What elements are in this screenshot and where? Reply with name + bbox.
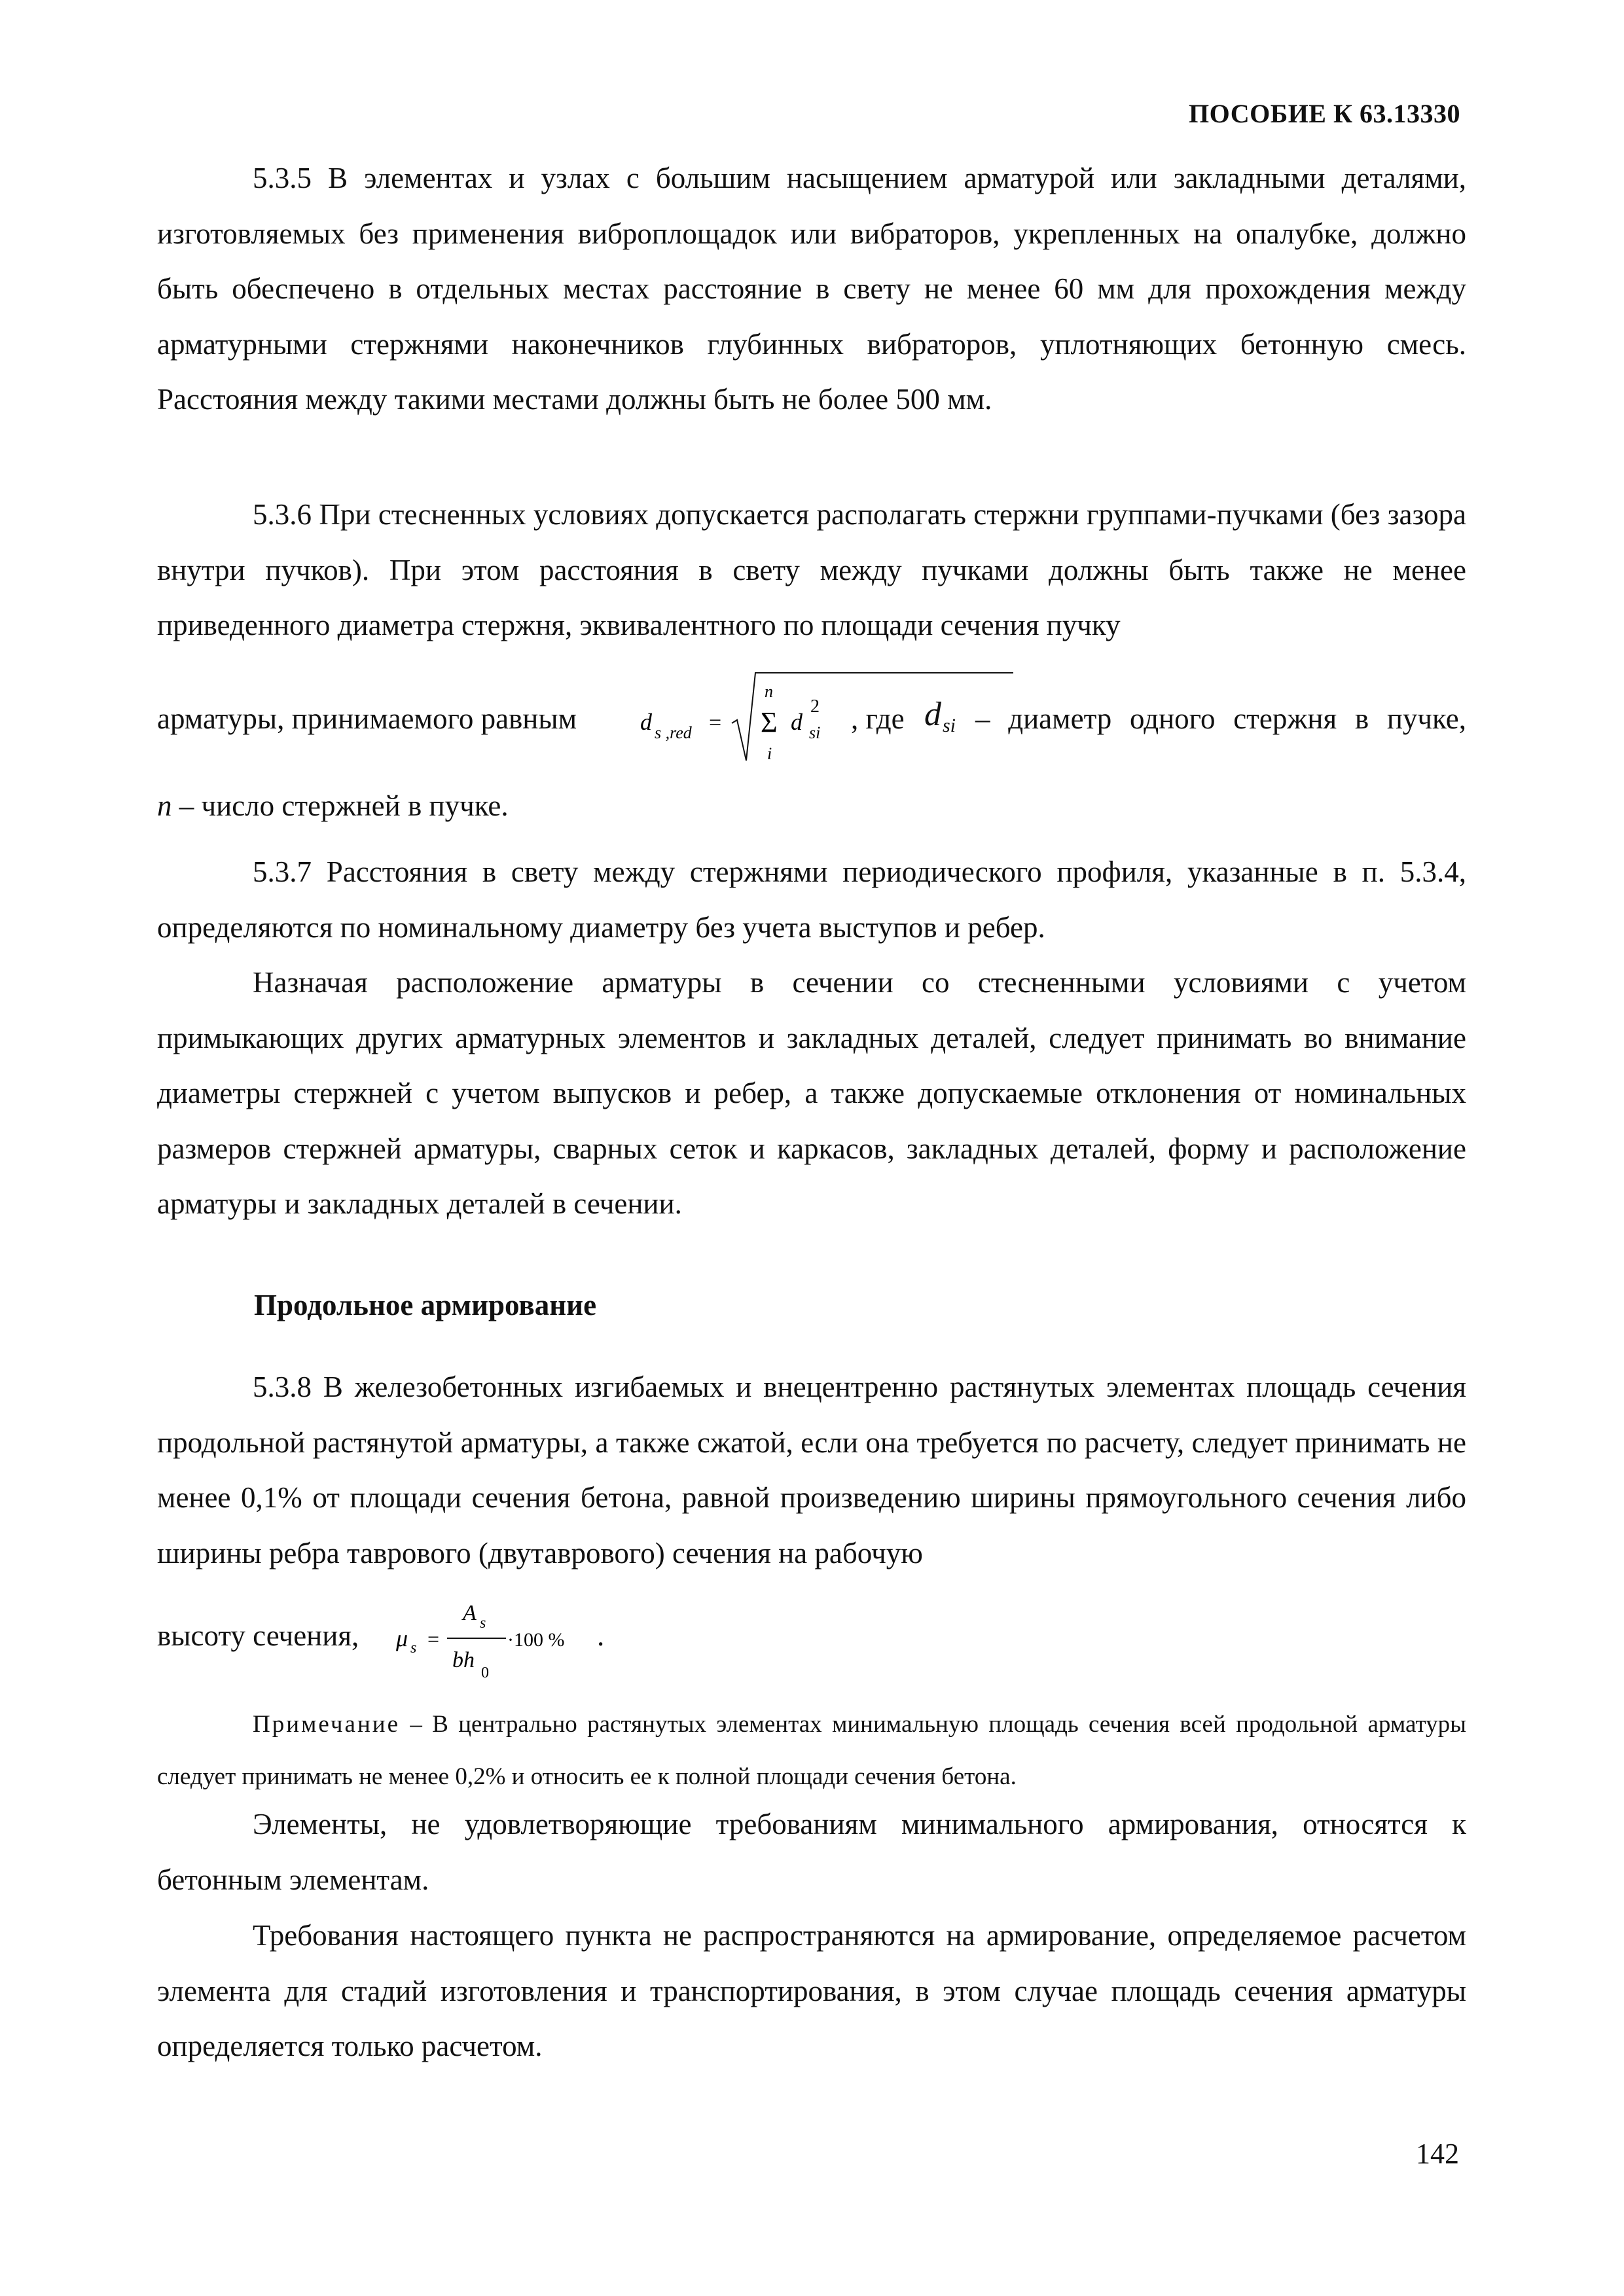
page-number: 142: [1416, 2138, 1459, 2170]
note-text: – В центрально растянутых элементах минимальную площадь сечения всей продольной арматуры следует принимать не менее 0,2% и относить ее к полной площади сечения бетона.: [157, 1711, 1467, 1790]
formula-dsred-d: d: [640, 709, 652, 735]
paragraph-5-3-7-continued: Назначая расположение арматуры в сечении со стесненными условиями с учетом примыкающих других арматурных элементов и закладных деталей, следует принимать во внимание диаметры стержней с учетом выпусков и ребер, а также допускаемые отклонения от номинальных размеров стержней арматуры, сварных сеток и каркасов, закладных деталей, форму и расположение арматуры и закладных деталей в сечении.: [157, 966, 1466, 1220]
formula-sum-superscript: 2: [810, 696, 820, 717]
paragraph-5-3-8: 5.3.8 В железобетонных изгибаемых и внецентренно растянутых элементах площадь сечения продольной растянутой арматуры, а также сжатой, если она требуется по расчету, следует принимать не менее 0,1% от площади сечения бетона, равной произведению ширины прямоугольного сечения либо ширины ребра таврового (двутаврового) сечения на рабочую: [157, 1371, 1466, 1570]
formula-mu-period: .: [597, 1619, 605, 1652]
formula-line-dsred: [157, 661, 1466, 763]
formula-mu: [389, 1594, 664, 1685]
formula-bh-subscript: 0: [481, 1664, 489, 1681]
formula-dsi-description: – диаметр одного стержня в пучке,: [975, 702, 1466, 735]
variable-n: n: [157, 789, 172, 822]
paragraph-minimum-reinforcement: Элементы, не удовлетворяющие требованиям минимального армирования, относятся к бетонным элементам.: [157, 1808, 1466, 1896]
paragraph-5-3-5: 5.3.5 В элементах и узлах с большим насыщением арматурой или закладными деталями, изготовляемых без применения виброплощадок или вибраторов, укрепленных на опалубке, должно быть обеспечено в отдельных местах расстояние в свету не менее 60 мм для прохождения между арматурными стержнями наконечников глубинных вибраторов, уплотняющих бетонную смесь. Расстояния между такими местами должны быть не более 500 мм.: [157, 162, 1466, 416]
formula-sum-sign: Σ: [761, 706, 778, 738]
formula-sum-subscript: si: [809, 723, 821, 742]
formula-where-text: , где: [851, 702, 905, 735]
formula-bh: bh: [452, 1648, 475, 1672]
formula-mu-subscript: s: [410, 1640, 417, 1657]
formula-mu-intro: высоту сечения,: [157, 1619, 359, 1652]
formula-sum-d: d: [791, 709, 803, 735]
section-title: Продольное армирование: [254, 1289, 597, 1321]
formula-dsred-equals: =: [709, 711, 722, 735]
paragraph-requirements: Требования настоящего пункта не распространяются на армирование, определяемое расчетом элемента для стадий изготовления и транспортирования, в этом случае площадь сечения арматуры определяется только расчетом.: [157, 1919, 1466, 2062]
formula-line-mu: [157, 1594, 1466, 1692]
paragraph-5-3-6-end: [157, 789, 509, 823]
formula-As-A: A: [463, 1601, 477, 1625]
formula-dsi-subscript: si: [943, 715, 956, 736]
formula-mu-symbol: μ: [396, 1625, 408, 1651]
formula-sum-upper: n: [765, 682, 773, 701]
formula-dsred-subscript: s ,red: [655, 723, 692, 742]
paragraph-5-3-6-text: 5.3.6 При стесненных условиях допускается располагать стержни группами-пучками (без зазора внутри пучков). При этом расстояния в свету между пучками должны быть также не менее приведенного диаметра стержня, эквивалентного по площади сечения пучку: [157, 498, 1466, 641]
formula-multiplier: ·100 %: [507, 1629, 565, 1651]
formula-mu-equals: =: [427, 1627, 440, 1651]
note-label: Примечание: [253, 1711, 400, 1738]
paragraph-5-3-6: [157, 487, 1466, 653]
formula-sum-lower: i: [767, 744, 772, 763]
formula-As-subscript: s: [480, 1615, 486, 1632]
document-header: ПОСОБИЕ К 63.13330: [1189, 99, 1460, 128]
formula-dsred: [634, 661, 1013, 766]
paragraph-5-3-7: 5.3.7 Расстояния в свету между стержнями периодического профиля, указанные в п. 5.3.4, определяются по номинальному диаметру без учета выступов и ребер.: [157, 855, 1466, 944]
note: [157, 1698, 1466, 1803]
paragraph-5-3-6-end-text: – число стержней в пучке.: [179, 789, 509, 822]
formula-dsi-d: d: [924, 696, 941, 733]
formula-intro-text: арматуры, принимаемого равным: [157, 702, 577, 735]
